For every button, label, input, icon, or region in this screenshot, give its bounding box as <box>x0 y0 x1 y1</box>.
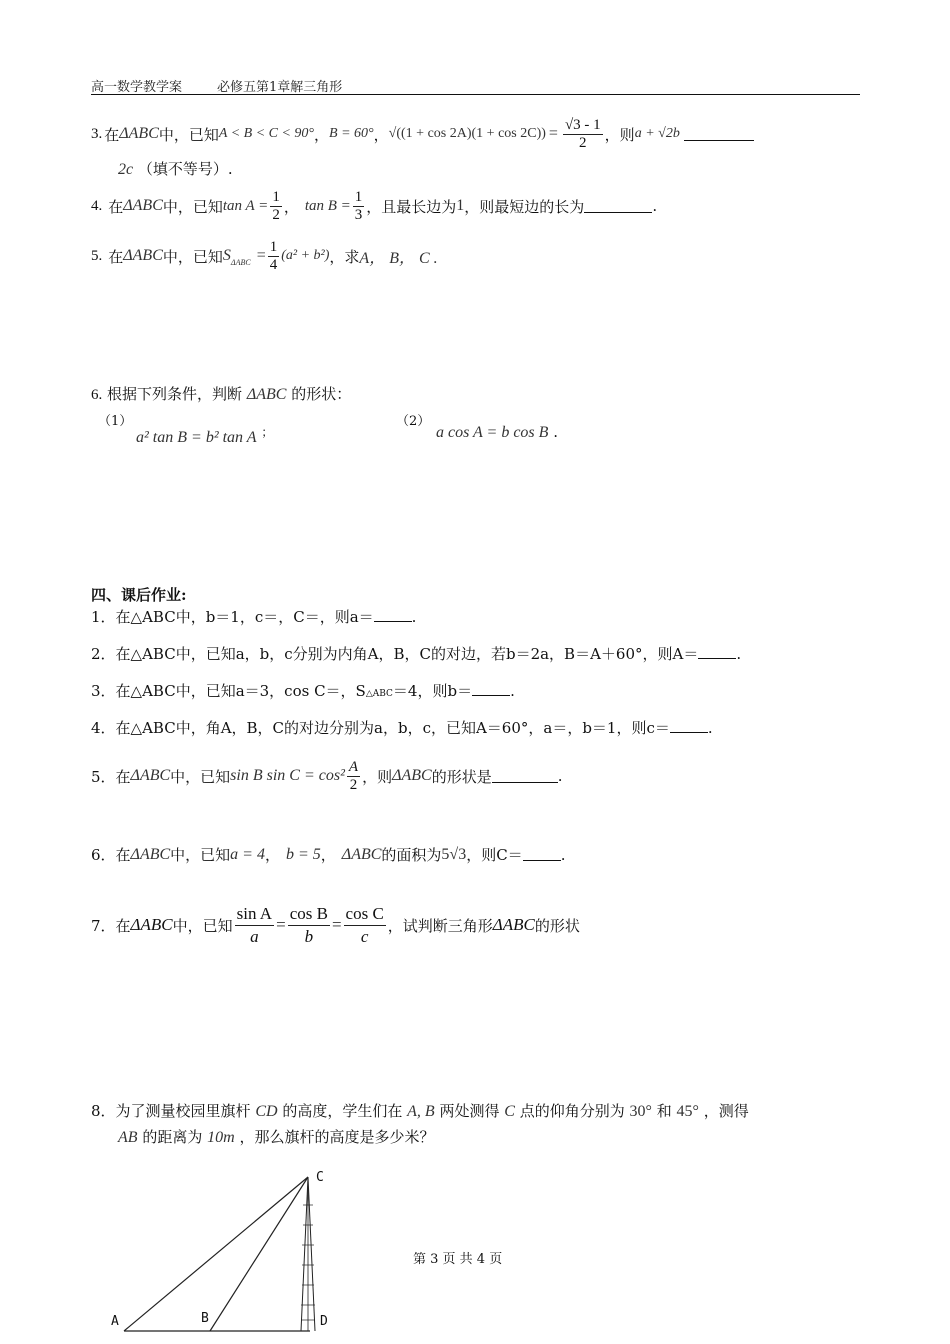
homework-q5 <box>91 754 562 798</box>
problem-4-number: 4. <box>91 197 103 214</box>
homework-q2-text: 2．在△ABC中，已知a，b，c分别为内角A，B，C的对边，若b＝2a，B＝A＋60°，则A＝ <box>91 645 699 663</box>
homework-q7-text-d: 的形状 <box>534 916 580 935</box>
problem-3-equals: = <box>548 125 558 142</box>
homework-q5-triangle-2: ΔABC <box>392 767 432 784</box>
problem-5-S-sub: ΔABC <box>230 257 251 267</box>
problem-3-line-2 <box>118 158 233 179</box>
problem-5-rhs: (a² + b²) <box>281 248 330 263</box>
homework-q8-text-c: 两处测得 <box>439 1102 500 1120</box>
problem-4-answer-blank[interactable] <box>584 200 652 213</box>
homework-q6-text-b: 中，已知 <box>170 846 231 864</box>
problem-5-fraction-num: 1 <box>269 238 278 255</box>
homework-q5-text-b: 中，已知 <box>170 767 231 786</box>
homework-q6-text-a: 6．在 <box>91 846 131 864</box>
homework-q8-ab: A, B <box>407 1103 435 1120</box>
figure-flagpole <box>301 1177 315 1331</box>
problem-3-var: 2c <box>118 161 134 178</box>
problem-5-number: 5. <box>91 247 103 264</box>
homework-title: 四、课后作业: <box>91 586 187 604</box>
problem-5-S: S <box>222 247 231 264</box>
figure-line-bc <box>210 1177 308 1331</box>
problem-3-text-2: 中，已知 <box>158 125 219 144</box>
problem-4-fraction-a-num: 1 <box>272 188 280 205</box>
homework-q5-fraction <box>347 759 360 794</box>
homework-q5-fraction-num: A <box>348 758 359 775</box>
problem-4-fraction-b-den: 3 <box>354 206 363 223</box>
homework-q6-end: . <box>560 845 566 864</box>
homework-q2-end: . <box>736 645 742 663</box>
problem-4-fraction-a <box>270 189 282 224</box>
problem-6-case-1-end: ； <box>261 425 274 439</box>
problem-3-text-1: 在 <box>104 125 120 144</box>
problem-5-vars: A， B， C . <box>359 249 438 267</box>
homework-q1-blank[interactable] <box>374 609 412 622</box>
homework-q7-fraction-2 <box>288 903 330 948</box>
homework-q1-end: . <box>411 608 417 626</box>
problem-3-comma-2: ， <box>373 125 389 144</box>
homework-q2-blank[interactable] <box>698 646 736 659</box>
problem-3 <box>91 114 754 154</box>
homework-q7-fraction-1 <box>235 903 274 948</box>
problem-4-fraction-b-num: 1 <box>354 188 363 205</box>
problem-5-text-2: 中，已知 <box>162 247 223 266</box>
problem-3-comma: ， <box>314 125 330 144</box>
page-footer: 第 3 页 共 4 页 <box>413 1252 503 1267</box>
homework-q3-text-a: 3．在△ABC中，已知a＝3，cos C＝，S <box>91 682 366 700</box>
homework-q6-expr-1: a = 4 <box>230 845 265 863</box>
homework-q7-eq-1: = <box>276 915 286 934</box>
figure-label-b: B <box>201 1311 209 1326</box>
problem-4-comma: ， <box>283 197 299 216</box>
problem-4-tanA: tan A = <box>222 197 269 214</box>
header-course: 高一数学教学案 <box>91 80 183 95</box>
problem-3-lhs: √((1 + cos 2A)(1 + cos 2C)) <box>388 126 546 141</box>
homework-q1 <box>91 606 416 627</box>
header-rule <box>91 94 860 95</box>
problem-4 <box>91 186 657 226</box>
problem-4-text-2: 中，已知 <box>162 197 223 216</box>
homework-q7 <box>91 900 580 950</box>
homework-q8-ab-2: AB <box>118 1129 138 1146</box>
homework-q7-fraction-3-den: c <box>360 926 369 946</box>
homework-q7-eq-2: = <box>331 915 342 934</box>
homework-q4-blank[interactable] <box>670 720 708 733</box>
problem-5-triangle: ΔABC <box>123 247 163 264</box>
problem-5 <box>91 236 438 276</box>
homework-q5-blank[interactable] <box>492 770 558 783</box>
problem-6-case-1 <box>136 423 273 447</box>
figure-label-d: D <box>320 1314 328 1329</box>
homework-q7-fraction-3-num: cos C <box>344 903 386 926</box>
homework-q6 <box>91 844 565 865</box>
figure-line-ac <box>124 1177 308 1331</box>
homework-q2 <box>91 643 741 664</box>
homework-q4-end: . <box>707 719 713 737</box>
problem-3-triangle: ΔABC <box>119 125 159 142</box>
homework-q6-blank[interactable] <box>523 848 561 861</box>
homework-q5-text-a: 5．在 <box>91 767 131 786</box>
homework-q8 <box>91 1100 749 1121</box>
problem-3-cond-1: A < B < C < 90° <box>218 126 315 141</box>
homework-q8-distance: 10m <box>207 1129 235 1146</box>
homework-q8-angle-2: 45° <box>676 1103 699 1120</box>
problem-6-case-1-expr: a² tan B = b² tan A <box>136 429 257 446</box>
homework-q7-text-b: 中，已知 <box>172 916 233 935</box>
homework-q8-point-c: C <box>504 1103 515 1120</box>
problem-4-fraction-b <box>353 189 365 224</box>
problem-3-expr: a + √2b <box>634 126 680 141</box>
problem-4-fraction-a-den: 2 <box>272 206 280 223</box>
homework-q3-end: . <box>510 682 515 700</box>
problem-6-case-2-expr: a cos A = b cos B <box>436 424 549 441</box>
homework-q8-cd: CD <box>255 1103 278 1120</box>
homework-q5-text-d: 的形状是 <box>431 767 492 786</box>
problem-5-text-1: 在 <box>108 247 124 266</box>
problem-6-case-1-label: （1） <box>98 414 133 429</box>
problem-3-hint: （填不等号）. <box>137 160 233 178</box>
homework-q8-text-d: 点的仰角分别为 <box>519 1102 625 1120</box>
flagpole-figure <box>100 1165 340 1340</box>
problem-4-triangle: ΔABC <box>123 197 163 214</box>
homework-q7-triangle-2: ΔABC <box>492 915 535 934</box>
homework-q3-blank[interactable] <box>472 683 510 696</box>
problem-3-fraction-den: 2 <box>579 134 587 151</box>
figure-label-a: A <box>111 1314 119 1329</box>
homework-q7-fraction-2-num: cos B <box>288 903 330 926</box>
homework-q8-text-b: 的高度，学生们在 <box>282 1102 403 1120</box>
homework-q3-sub: △ABC <box>365 689 393 699</box>
problem-3-fraction-num: √3 - 1 <box>564 116 601 133</box>
problem-6 <box>91 383 351 404</box>
homework-q3 <box>91 680 515 701</box>
problem-6-case-2-label: （2） <box>396 414 431 429</box>
homework-q6-comma-2: ， <box>320 846 336 864</box>
problem-4-text-1: 在 <box>108 197 124 216</box>
homework-q5-fraction-den: 2 <box>349 776 358 793</box>
homework-q7-fraction-1-den: a <box>250 926 259 946</box>
homework-q5-triangle: ΔABC <box>130 767 171 784</box>
problem-3-text-3: ，则 <box>604 125 635 144</box>
homework-q6-comma: ， <box>264 846 280 864</box>
problem-6-case-2-end: . <box>553 423 558 441</box>
homework-q6-expr-2: b = 5 <box>285 845 321 863</box>
problem-5-eq: = <box>256 247 266 264</box>
homework-q8-line-2 <box>118 1126 434 1147</box>
homework-q8-text-e: ，测得 <box>703 1102 749 1120</box>
problem-5-fraction <box>268 239 280 274</box>
homework-q7-fraction-1-num: sin A <box>235 903 274 926</box>
problem-6-case-2 <box>436 423 558 442</box>
problem-5-fraction-den: 4 <box>269 256 278 273</box>
problem-3-answer-blank[interactable] <box>684 128 754 141</box>
figure-label-c: C <box>316 1170 324 1185</box>
problem-4-text-3: ，且最长边为 <box>366 197 457 216</box>
homework-q6-triangle: ΔABC <box>130 845 171 863</box>
problem-4-text-4: ，则最短边的长为 <box>464 197 585 216</box>
homework-q8-text-a: 8．为了测量校园里旗杆 <box>91 1102 251 1120</box>
problem-4-one: 1 <box>456 197 465 214</box>
homework-q6-triangle-2: ΔABC <box>341 845 382 863</box>
homework-q3-text-b: ＝4，则b＝ <box>392 682 473 700</box>
homework-q6-text-c: 的面积为 <box>381 846 442 864</box>
homework-q4-text: 4．在△ABC中，角A，B，C的对边分别为a，b，c，已知A＝60°，a＝，b＝1，则c＝ <box>91 719 670 737</box>
homework-q5-end: . <box>557 767 563 785</box>
homework-q7-text-a: 7．在 <box>91 916 131 935</box>
problem-6-text-2: 的形状： <box>291 385 352 403</box>
homework-q1-text: 1．在△ABC中，b＝1，c＝，C＝，则a＝ <box>91 608 374 626</box>
problem-3-cond-2: B = 60° <box>329 126 374 141</box>
homework-q6-value: 5√3 <box>441 845 467 863</box>
homework-q8-and: 和 <box>656 1102 672 1120</box>
homework-q7-triangle: ΔABC <box>130 915 173 934</box>
homework-q5-expr: sin B sin C = cos² <box>230 767 345 784</box>
homework-q8-text-f: 的距离为 <box>142 1128 203 1146</box>
homework-q8-angle-1: 30° <box>629 1103 652 1120</box>
homework-q8-text-g: ，那么旗杆的高度是多少米？ <box>239 1128 435 1146</box>
homework-q7-text-c: ，试判断三角形 <box>387 916 493 935</box>
problem-6-text: 根据下列条件，判断 <box>107 385 243 403</box>
homework-q5-text-c: ，则 <box>362 767 393 786</box>
header-chapter: 必修五第1章解三角形 <box>217 80 343 95</box>
problem-4-end: . <box>652 197 658 215</box>
problem-4-tanB: tan B = <box>304 197 351 214</box>
homework-q7-fraction-2-den: b <box>304 926 314 946</box>
problem-5-text-3: ，求 <box>329 247 360 266</box>
problem-3-fraction <box>563 117 603 152</box>
homework-q4 <box>91 717 713 738</box>
homework-q6-text-d: ，则C＝ <box>466 846 523 864</box>
homework-q7-fraction-3 <box>344 903 386 948</box>
problem-3-number: 3. <box>91 125 103 142</box>
problem-6-triangle: ΔABC <box>246 386 287 403</box>
problem-6-number: 6. <box>91 387 103 403</box>
